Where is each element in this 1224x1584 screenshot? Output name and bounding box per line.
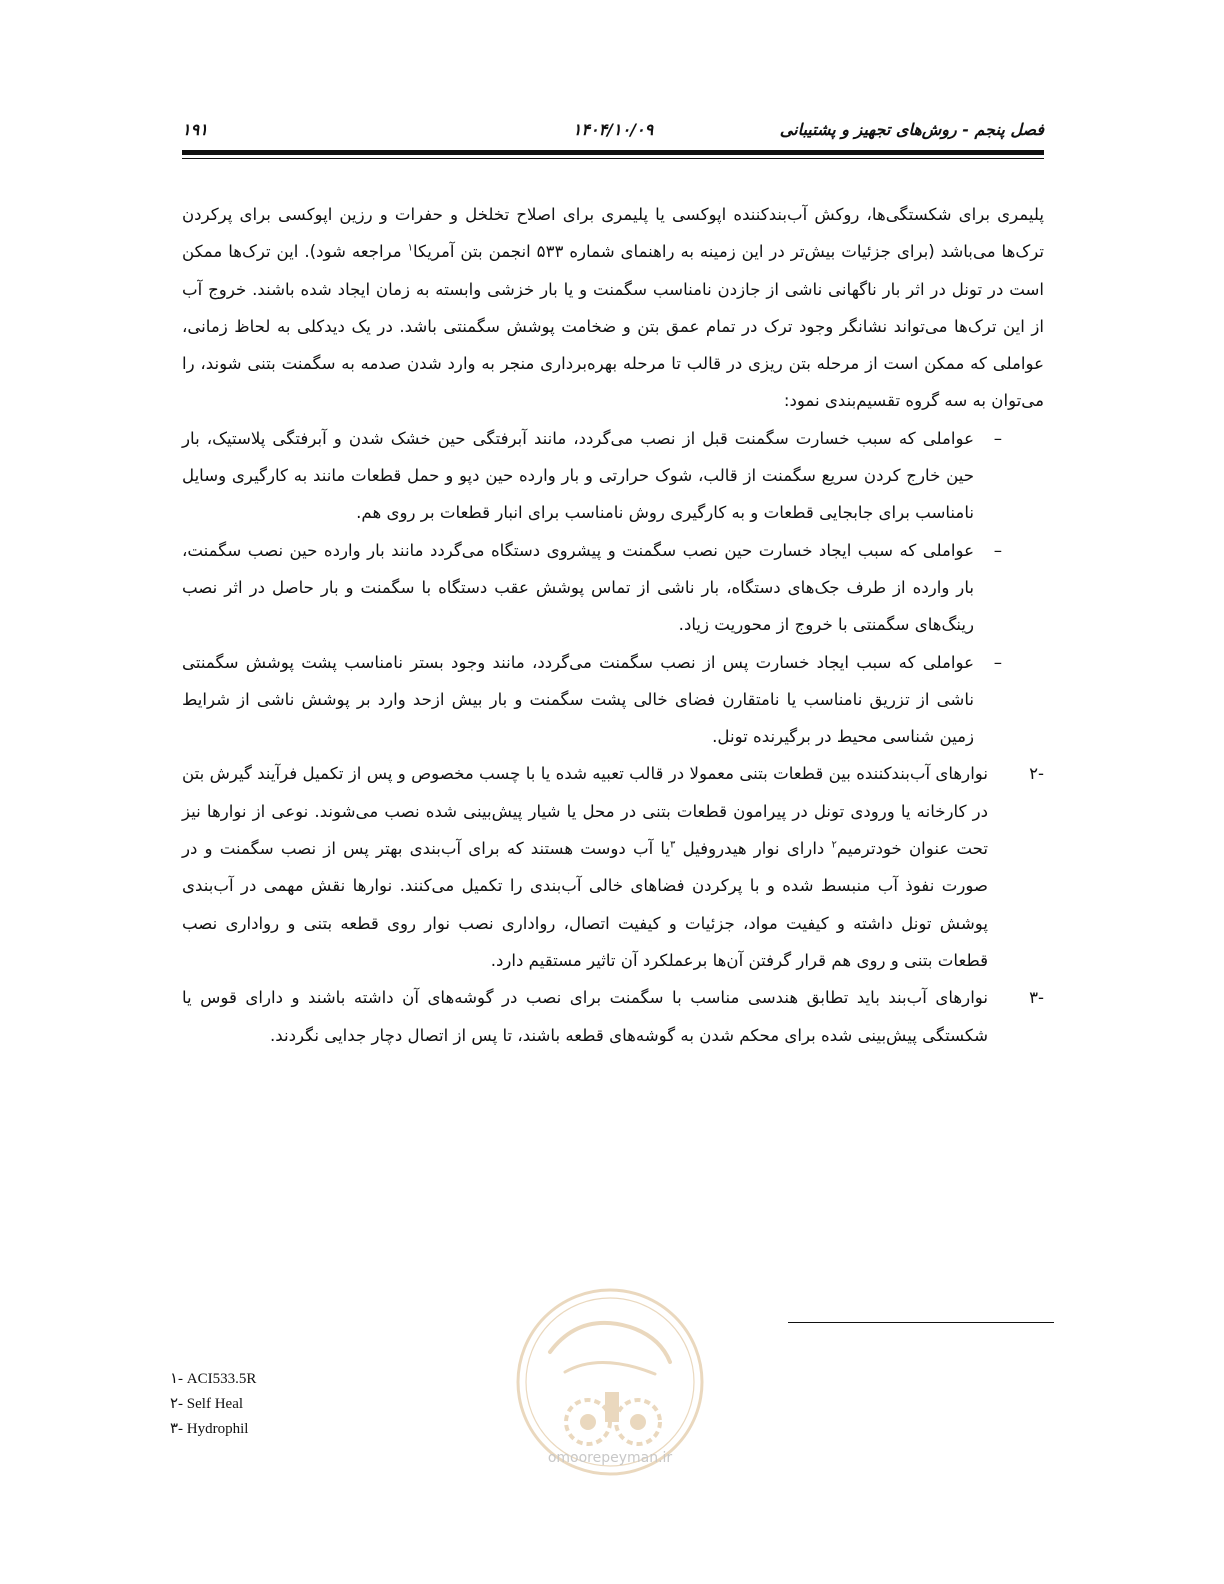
page-header: [182, 118, 1044, 152]
dash-marker: –: [993, 428, 1002, 448]
footnote-2: ۲- Self Heal: [170, 1396, 244, 1412]
dash-marker: –: [993, 652, 1002, 672]
list-item: – عواملی که سبب ایجاد خسارت حین نصب سگمنت و پیشروی دستگاه می‌گردد مانند بار وارده حین نصب سگمنت، بار وارده از طرف جک‌های دستگاه، بار ناشی از تماس پوشش عقب دستگاه با سگمنت و بار حاصل در اثر نصب رینگ‌های سگمنتی با خروج از محوریت زیاد.: [182, 532, 1044, 644]
numbered-item-2: -۲ نوارهای آب‌بندکننده بین قطعات بتنی معمولا در قالب تعبیه شده یا با چسب مخصوص و پس از تکمیل فرآیند گیرش بتن در کارخانه یا ورودی تونل در پیرامون قطعات بتنی در محل یا شیار پیش‌بینی شده نصب می‌شوند. نوعی از نوارها نیز تحت عنوان خودترمیم$^۲$ دارای نوار هیدروفیل $^۳$یا آب دوست هستند که برای آب‌بندی بهتر پس از نصب سگمنت و در صورت نفوذ آب منبسط شده و با پرکردن فضاهای خالی آب‌بندی را تکمیل می‌کنند. نوارها نقش مهمی در آب‌بندی پوشش تونل داشته و کیفیت مواد، جزئیات و کیفیت اتصال، رواداری نصب نوار روی قطعه بتنی و رواداری نصب قطعات بتنی و روی هم قرار گرفتن آن‌ها برعملکرد آن تاثیر مستقیم دارد.: [182, 755, 1044, 979]
numbered-item-3: -۳ نوارهای آب‌بند باید تطابق هندسی مناسب با سگمنت برای نصب در گوشه‌های آن داشته باشند و دارای قوس یا شکستگی پیش‌بینی شده برای محکم شدن به گوشه‌های قطعه باشند، تا پس از اتصال دچار جدایی نگردند.: [182, 979, 1044, 1054]
header-rule-thick: [182, 150, 1044, 155]
intro-paragraph: پلیمری برای شکستگی‌ها، روکش آب‌بندکننده اپوکسی یا پلیمری برای اصلاح تخلخل و حفرات و رزین اپوکسی برای پرکردن ترک‌ها می‌باشد (برای جزئیات بیش‌تر در این زمینه به راهنمای شماره ۵۳۳ انجمن بتن آمریکا$^۱$ مراجعه شود). این ترک‌ها ممکن است در تونل در اثر بار ناگهانی ناشی از جازدن نامناسب سگمنت و یا بار خزشی وابسته به زمان ایجاد شده باشند. خروج آب از این ترک‌ها می‌تواند نشانگر وجود ترک در تمام عمق بتن و ضخامت پوشش سگمنتی باشد. در یک دیدکلی به لحاظ زمانی، عواملی که ممکن است از مرحله بتن ریزی در قالب تا مرحله بهره‌برداری منجر به وارد شدن صدمه به سگمنت بتنی شوند، را می‌توان به سه گروه تقسیم‌بندی نمود:: [182, 205, 1044, 411]
item-number: -۳: [1029, 988, 1044, 1008]
body-text: [182, 196, 1044, 1054]
footnote-1: ۱- ACI533.5R: [170, 1371, 257, 1387]
watermark-url: omoorepeyman.ir: [547, 1450, 673, 1466]
page-number: ۱۹۱: [182, 120, 208, 139]
dash-marker: –: [993, 540, 1002, 560]
item-number: -۲: [1029, 764, 1044, 784]
chapter-title: فصل پنجم - روش‌های تجهیز و پشتیبانی: [779, 120, 1044, 139]
header-rule-thin: [182, 158, 1044, 159]
footnotes: [170, 1367, 470, 1442]
list-item: – عواملی که سبب ایجاد خسارت پس از نصب سگمنت می‌گردد، مانند وجود بستر نامناسب پشت پوشش سگمنتی ناشی از تزریق نامناسب یا نامتقارن فضای خالی پشت سگمنت و بار بیش ازحد وارد بر پوشش ناشی از شرایط زمین شناسی محیط در برگیرنده تونل.: [182, 644, 1044, 756]
footnote-ref-2: ۲: [831, 839, 837, 851]
footnote-ref-3: ۳: [670, 839, 676, 851]
footnote-separator: [788, 1322, 1054, 1323]
list-item: – عواملی که سبب خسارت سگمنت قبل از نصب می‌گردد، مانند آبرفتگی حین خشک شدن و آبرفتگی پلاستیک، بار حین خارج کردن سریع سگمنت از قالب، شوک حرارتی و بار وارده حین دپو و حمل قطعات مانند به کارگیری وسایل نامناسب برای جابجایی قطعات و به کارگیری روش نامناسب برای انبار قطعات بر روی هم.: [182, 420, 1044, 532]
header-date: ۱۴۰۴/۱۰/۰۹: [572, 120, 654, 139]
footnote-3: ۳- Hydrophil: [170, 1421, 249, 1437]
footnote-ref-1: ۱: [407, 242, 413, 254]
